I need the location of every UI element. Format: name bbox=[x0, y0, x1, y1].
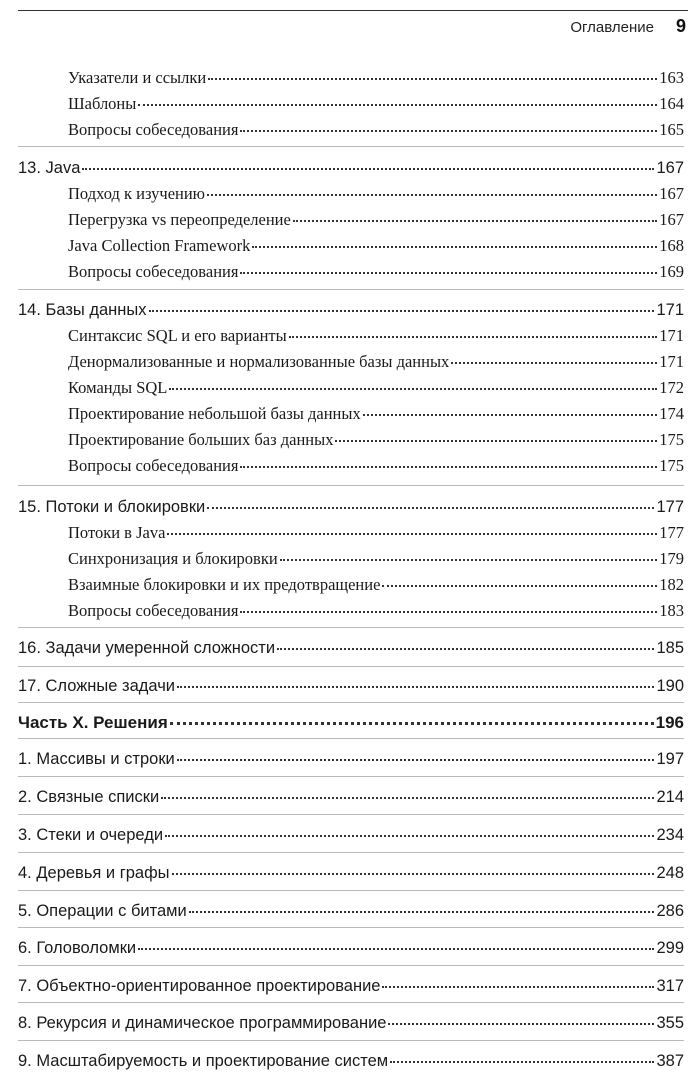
entry-title: 4. Деревья и графы bbox=[18, 863, 170, 882]
entry-page-number: 172 bbox=[659, 377, 684, 397]
toc-subentry[interactable] bbox=[68, 116, 684, 140]
toc-separator bbox=[18, 1002, 684, 1003]
entry-title: Денормализованные и нормализованные базы данных bbox=[68, 351, 450, 371]
dot-leader bbox=[138, 934, 654, 950]
toc-chapter-entry[interactable] bbox=[18, 672, 684, 696]
entry-page-number: 299 bbox=[656, 938, 684, 957]
toc-subentry[interactable] bbox=[68, 258, 684, 282]
entry-title: 15. Потоки и блокировки bbox=[18, 497, 206, 516]
entry-page-number: 185 bbox=[656, 638, 684, 657]
toc-chapter-entry[interactable] bbox=[18, 154, 684, 178]
entry-title: 16. Задачи умеренной сложности bbox=[18, 638, 276, 657]
entry-page-number: 168 bbox=[659, 235, 684, 255]
toc-chapter-entry[interactable] bbox=[18, 972, 684, 996]
entry-title: 13. Java bbox=[18, 158, 81, 177]
entry-title: Потоки в Java bbox=[68, 522, 166, 542]
toc-separator bbox=[18, 852, 684, 853]
dot-leader bbox=[207, 493, 654, 509]
toc-chapter-entry[interactable] bbox=[18, 897, 684, 921]
toc-separator bbox=[18, 814, 684, 815]
toc-chapter-entry[interactable] bbox=[18, 493, 684, 517]
toc-subentry[interactable] bbox=[68, 206, 684, 230]
entry-page-number: 169 bbox=[659, 261, 684, 281]
entry-title: 14. Базы данных bbox=[18, 300, 147, 319]
dot-leader bbox=[363, 400, 658, 416]
toc-separator bbox=[18, 702, 684, 703]
entry-title: Вопросы собеседования bbox=[68, 600, 239, 620]
toc-separator bbox=[18, 890, 684, 891]
entry-title: Часть X. Решения bbox=[18, 713, 168, 732]
dot-leader bbox=[240, 258, 657, 274]
entry-title: Синтаксис SQL и его варианты bbox=[68, 325, 287, 345]
dot-leader bbox=[189, 897, 655, 913]
entry-page-number: 317 bbox=[656, 976, 684, 995]
entry-page-number: 164 bbox=[659, 93, 684, 113]
toc-chapter-entry[interactable] bbox=[18, 745, 684, 769]
toc-subentry[interactable] bbox=[68, 348, 684, 372]
entry-page-number: 190 bbox=[656, 676, 684, 695]
entry-page-number: 171 bbox=[656, 300, 684, 319]
entry-title: Проектирование небольшой базы данных bbox=[68, 403, 361, 423]
dot-leader bbox=[167, 519, 657, 535]
entry-page-number: 286 bbox=[656, 901, 684, 920]
entry-title: 7. Объектно-ориентированное проектирование bbox=[18, 976, 381, 995]
dot-leader bbox=[240, 452, 657, 468]
dot-leader bbox=[165, 821, 654, 837]
dot-leader bbox=[289, 322, 658, 338]
toc-separator bbox=[18, 927, 684, 928]
entry-page-number: 248 bbox=[656, 863, 684, 882]
dot-leader bbox=[170, 708, 654, 725]
entry-title: Команды SQL bbox=[68, 377, 168, 397]
dot-leader bbox=[293, 206, 657, 222]
toc-subentry[interactable] bbox=[68, 452, 684, 476]
entry-title: Шаблоны bbox=[68, 93, 137, 113]
toc-separator bbox=[18, 289, 684, 290]
toc-chapter-entry[interactable] bbox=[18, 296, 684, 320]
running-head bbox=[570, 16, 686, 37]
toc-chapter-entry[interactable] bbox=[18, 1047, 684, 1071]
toc-subentry[interactable] bbox=[68, 90, 684, 114]
toc-subentry[interactable] bbox=[68, 545, 684, 569]
toc-separator bbox=[18, 485, 684, 486]
entry-title: 9. Масштабируемость и проектирование систем bbox=[18, 1051, 389, 1070]
toc-separator bbox=[18, 146, 684, 147]
toc-subentry[interactable] bbox=[68, 232, 684, 256]
toc-subentry[interactable] bbox=[68, 519, 684, 543]
dot-leader bbox=[149, 296, 655, 312]
entry-page-number: 179 bbox=[659, 548, 684, 568]
entry-page-number: 163 bbox=[659, 67, 684, 87]
entry-page-number: 197 bbox=[656, 749, 684, 768]
entry-page-number: 355 bbox=[656, 1013, 684, 1032]
dot-leader bbox=[208, 64, 657, 80]
entry-page-number: 234 bbox=[656, 825, 684, 844]
entry-page-number: 165 bbox=[659, 119, 684, 139]
entry-page-number: 171 bbox=[659, 325, 684, 345]
entry-page-number: 183 bbox=[659, 600, 684, 620]
toc-subentry[interactable] bbox=[68, 374, 684, 398]
entry-title: Взаимные блокировки и их предотвращение bbox=[68, 574, 381, 594]
entry-page-number: 177 bbox=[656, 497, 684, 516]
toc-subentry[interactable] bbox=[68, 64, 684, 88]
entry-page-number: 167 bbox=[656, 158, 684, 177]
dot-leader bbox=[177, 672, 654, 688]
entry-title: Вопросы собеседования bbox=[68, 455, 239, 475]
entry-page-number: 167 bbox=[659, 209, 684, 229]
toc-chapter-entry[interactable] bbox=[18, 859, 684, 883]
toc-part-entry[interactable] bbox=[18, 708, 684, 733]
toc-subentry[interactable] bbox=[68, 400, 684, 424]
dot-leader bbox=[277, 634, 654, 650]
toc-subentry[interactable] bbox=[68, 597, 684, 621]
toc-separator bbox=[18, 965, 684, 966]
entry-title: Проектирование больших баз данных bbox=[68, 429, 334, 449]
dot-leader bbox=[169, 374, 657, 390]
toc-chapter-entry[interactable] bbox=[18, 1009, 684, 1033]
entry-title: 8. Рекурсия и динамическое программирование bbox=[18, 1013, 387, 1032]
dot-leader bbox=[177, 745, 655, 761]
entry-page-number: 182 bbox=[659, 574, 684, 594]
toc-subentry[interactable] bbox=[68, 322, 684, 346]
dot-leader bbox=[138, 90, 657, 106]
entry-title: 6. Головоломки bbox=[18, 938, 137, 957]
entry-title: Вопросы собеседования bbox=[68, 119, 239, 139]
page-number: 9 bbox=[675, 16, 686, 36]
toc-subentry[interactable] bbox=[68, 571, 684, 595]
entry-page-number: 175 bbox=[659, 455, 684, 475]
entry-title: Вопросы собеседования bbox=[68, 261, 239, 281]
entry-title: Java Collection Framework bbox=[68, 235, 251, 255]
dot-leader bbox=[335, 426, 657, 442]
entry-title: 3. Стеки и очереди bbox=[18, 825, 164, 844]
dot-leader bbox=[82, 154, 654, 170]
dot-leader bbox=[240, 116, 657, 132]
toc-chapter-entry[interactable] bbox=[18, 934, 684, 958]
dot-leader bbox=[207, 180, 657, 196]
dot-leader bbox=[388, 1009, 654, 1025]
dot-leader bbox=[382, 972, 654, 988]
entry-page-number: 174 bbox=[659, 403, 684, 423]
dot-leader bbox=[280, 545, 658, 561]
dot-leader bbox=[161, 783, 654, 799]
entry-page-number: 214 bbox=[656, 787, 684, 806]
toc-chapter-entry[interactable] bbox=[18, 783, 684, 807]
toc-chapter-entry[interactable] bbox=[18, 634, 684, 658]
toc-separator bbox=[18, 666, 684, 667]
entry-title: Перегрузка vs переопределение bbox=[68, 209, 291, 229]
toc-separator bbox=[18, 738, 684, 739]
dot-leader bbox=[252, 232, 657, 248]
entry-title: 2. Связные списки bbox=[18, 787, 160, 806]
header-rule bbox=[18, 10, 688, 11]
toc-separator bbox=[18, 1040, 684, 1041]
entry-title: 5. Операции с битами bbox=[18, 901, 187, 920]
toc-subentry[interactable] bbox=[68, 180, 684, 204]
section-title: Оглавление bbox=[570, 19, 654, 36]
toc-chapter-entry[interactable] bbox=[18, 821, 684, 845]
entry-page-number: 177 bbox=[659, 522, 684, 542]
dot-leader bbox=[240, 597, 657, 613]
entry-title: 1. Массивы и строки bbox=[18, 749, 175, 768]
entry-page-number: 171 bbox=[659, 351, 684, 371]
toc-subentry[interactable] bbox=[68, 426, 684, 450]
dot-leader bbox=[172, 859, 655, 875]
entry-page-number: 196 bbox=[655, 713, 684, 732]
entry-title: Подход к изучению bbox=[68, 183, 206, 203]
entry-page-number: 387 bbox=[656, 1051, 684, 1070]
entry-title: Синхронизация и блокировки bbox=[68, 548, 278, 568]
dot-leader bbox=[390, 1047, 654, 1063]
toc-separator bbox=[18, 776, 684, 777]
dot-leader bbox=[451, 348, 657, 364]
entry-title: 17. Сложные задачи bbox=[18, 676, 176, 695]
dot-leader bbox=[382, 571, 657, 587]
toc-separator bbox=[18, 627, 684, 628]
entry-page-number: 167 bbox=[659, 183, 684, 203]
entry-page-number: 175 bbox=[659, 429, 684, 449]
entry-title: Указатели и ссылки bbox=[68, 67, 207, 87]
